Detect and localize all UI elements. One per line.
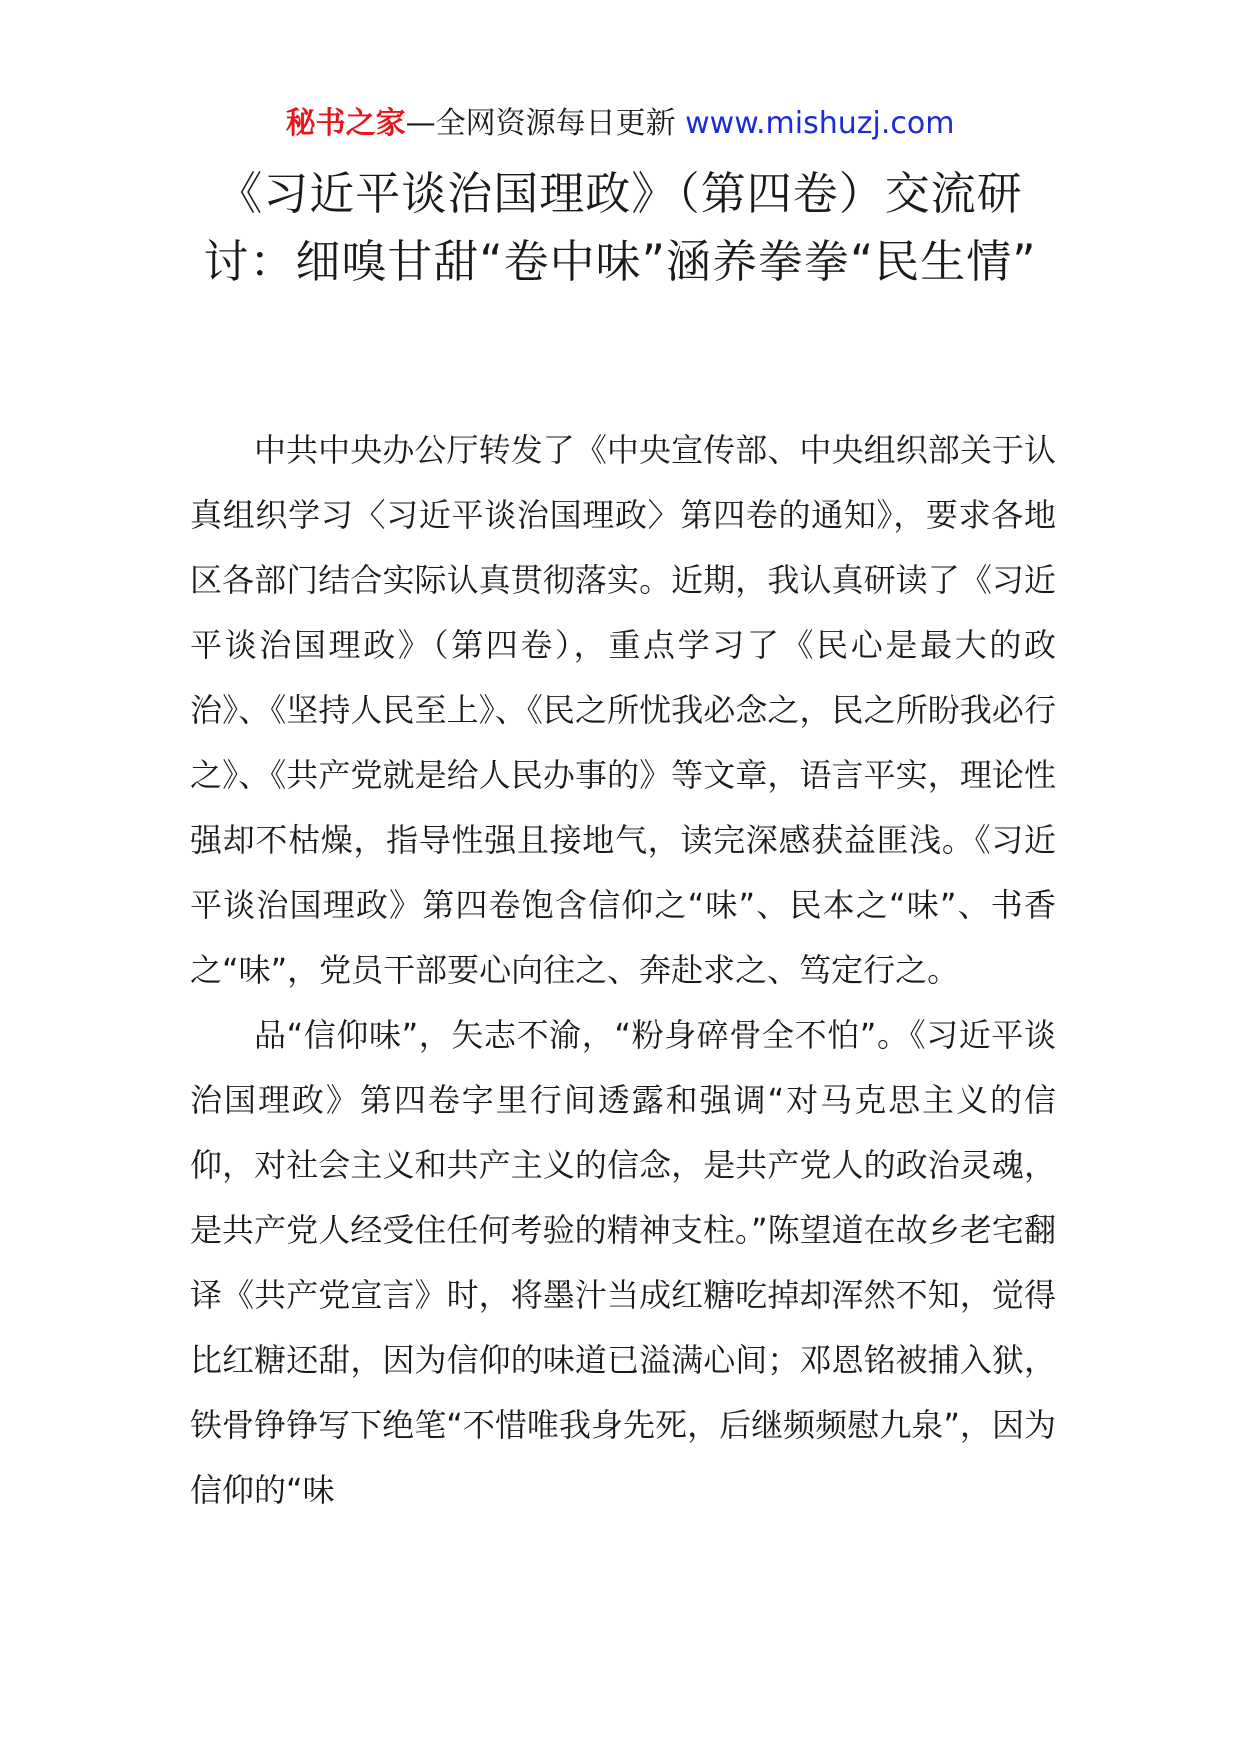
site-brand: 秘书之家 [285,106,406,141]
site-tagline: —全网资源每日更新 [405,106,676,141]
site-url-link[interactable]: www.mishuzj.com [685,106,955,141]
paragraph-intro: 中共中央办公厅转发了《中央宣传部、中央组织部关于认真组织学习〈习近平谈治国理政〉第四卷的通知》，要求各地区各部门结合实际认真贯彻落实。近期，我认真研读了《习近平谈治国理政》（第四卷），重点学习了《民心是最大的政治》、《坚持人民至上》、《民之所忧我必念之，民之所盼我必行之》、《共产党就是给人民办事的》等文章，语言平实，理论性强却不枯燥，指导性强且接地气，读完深感获益匪浅。《习近平谈治国理政》第四卷饱含信仰之“味”、民本之“味”、书香之“味”，党员干部要心向往之、奔赴求之、笃定行之。 [190,431,1056,989]
document-body [190,418,1056,1523]
document-title: 《习近平谈治国理政》（第四卷）交流研讨：细嗅甘甜“卷中味”涵养拳拳“民生情” [203,167,1037,288]
paragraph-faith: 品“信仰味”，矢志不渝，“粉身碎骨全不怕”。《习近平谈治国理政》第四卷字里行间透露和强调“对马克思主义的信仰，对社会主义和共产主义的信念，是共产党人的政治灵魂，是共产党人经受住任何考验的精神支柱。”陈望道在故乡老宅翻译《共产党宣言》时，将墨汁当成红糖吃掉却浑然不知，觉得比红糖还甜，因为信仰的味道已溢满心间；邓恩铭被捕入狱，铁骨铮铮写下绝笔“不惜唯我身先死，后继频频慰九泉”，因为信仰的“味 [190,1016,1056,1509]
site-header [0,100,1240,148]
